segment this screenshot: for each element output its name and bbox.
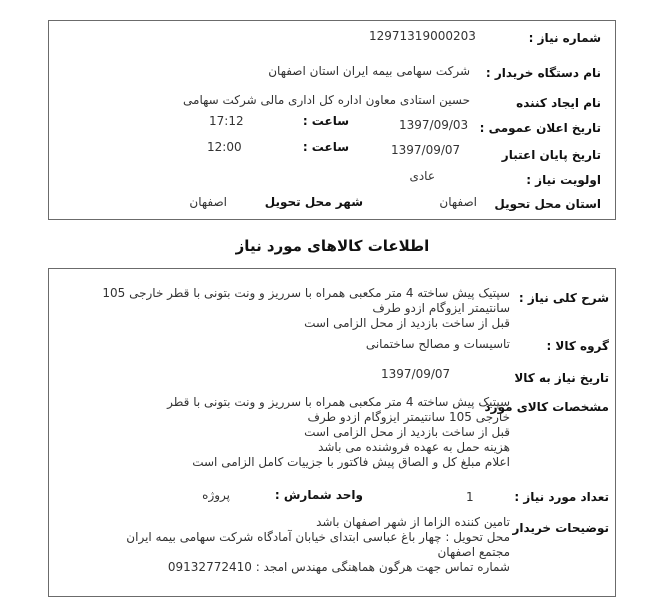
summary-text [102,286,510,331]
group-label: گروه کالا : [546,339,609,353]
announce-time: 17:12 [209,114,244,128]
need-number-label: شماره نیاز : [528,31,601,45]
priority-label: اولویت نیاز : [526,173,601,187]
specs-line: قبل از ساخت بازدید از محل الزامی است [304,425,510,439]
summary-line: سپتیک پیش ساخته 4 متر مکعبی همراه با سرریز و ونت بتونی با قطر خارجی 105 [102,286,510,300]
province-label: استان محل تحویل [494,197,601,211]
buyer: شرکت سهامی بیمه ایران استان اصفهان [268,64,470,78]
priority: عادی [409,169,435,183]
announce-date: 1397/09/03 [399,118,469,132]
notes-line: شماره تماس جهت هرگون هماهنگی مهندس امجد : 09132772410 [167,560,510,574]
notes-text [126,515,510,575]
summary-label: شرح کلی نیاز : [518,291,609,305]
specs-line: هزینه حمل به عهده فروشنده می باشد [318,440,510,454]
announce-time-label: ساعت : [302,114,349,128]
specs-label: مشخصات کالای مورد [484,400,609,414]
need-date: 1397/09/07 [381,367,451,381]
goods-info-box [48,268,616,597]
city-label: شهر محل تحویل [264,195,363,209]
notes-line: تامین کننده الزاما از شهر اصفهان باشد [316,515,510,529]
specs-line: سپتیک پیش ساخته 4 متر مکعبی همراه با سرریز و ونت بتونی با قطر [167,395,510,409]
need-number: 12971319000203 [369,29,476,43]
deadline-date: 1397/09/07 [391,143,461,157]
creator: حسین استادی معاون اداره کل اداری مالی شرکت سهامی [183,93,470,107]
deadline-label: تاریخ پایان اعتبار [501,148,601,162]
notes-line: محل تحویل : چهار باغ عباسی ابتدای خیابان آمادگاه شرکت سهامی بیمه ایران [126,530,510,544]
need-date-label: تاریخ نیاز به کالا [514,371,609,385]
notes-line: مجتمع اصفهان [437,545,510,559]
group: تاسیسات و مصالح ساختمانی [365,337,510,351]
unit: پروژه [202,488,230,502]
quantity: 1 [466,490,474,504]
section-title: اطلاعات کالاهای مورد نیاز [235,237,430,255]
summary-line: قبل از ساخت بازدید از محل الزامی است [304,316,510,330]
summary-line: سانتیمتر ایزوگام ازدو طرف [372,301,510,315]
specs-line: اعلام مبلغ کل و الصاق پیش فاکتور با جزییات کامل الزامی است [192,455,510,469]
creator-label: نام ایجاد کننده [516,96,601,110]
deadline-time-label: ساعت : [302,140,349,154]
unit-label: واحد شمارش : [274,488,363,502]
specs-line: خارجی 105 سانتیمتر ایزوگام ازدو طرف [307,410,510,424]
specs-text [167,395,510,470]
buyer-label: نام دستگاه خریدار : [485,66,601,80]
quantity-label: تعداد مورد نیاز : [514,490,609,504]
need-header-box [48,20,616,220]
notes-label: توضیحات خریدار [512,521,609,535]
announce-date-label: تاریخ اعلان عمومی : [479,121,601,135]
city: اصفهان [189,195,227,209]
province: اصفهان [439,195,477,209]
deadline-time: 12:00 [207,140,242,154]
